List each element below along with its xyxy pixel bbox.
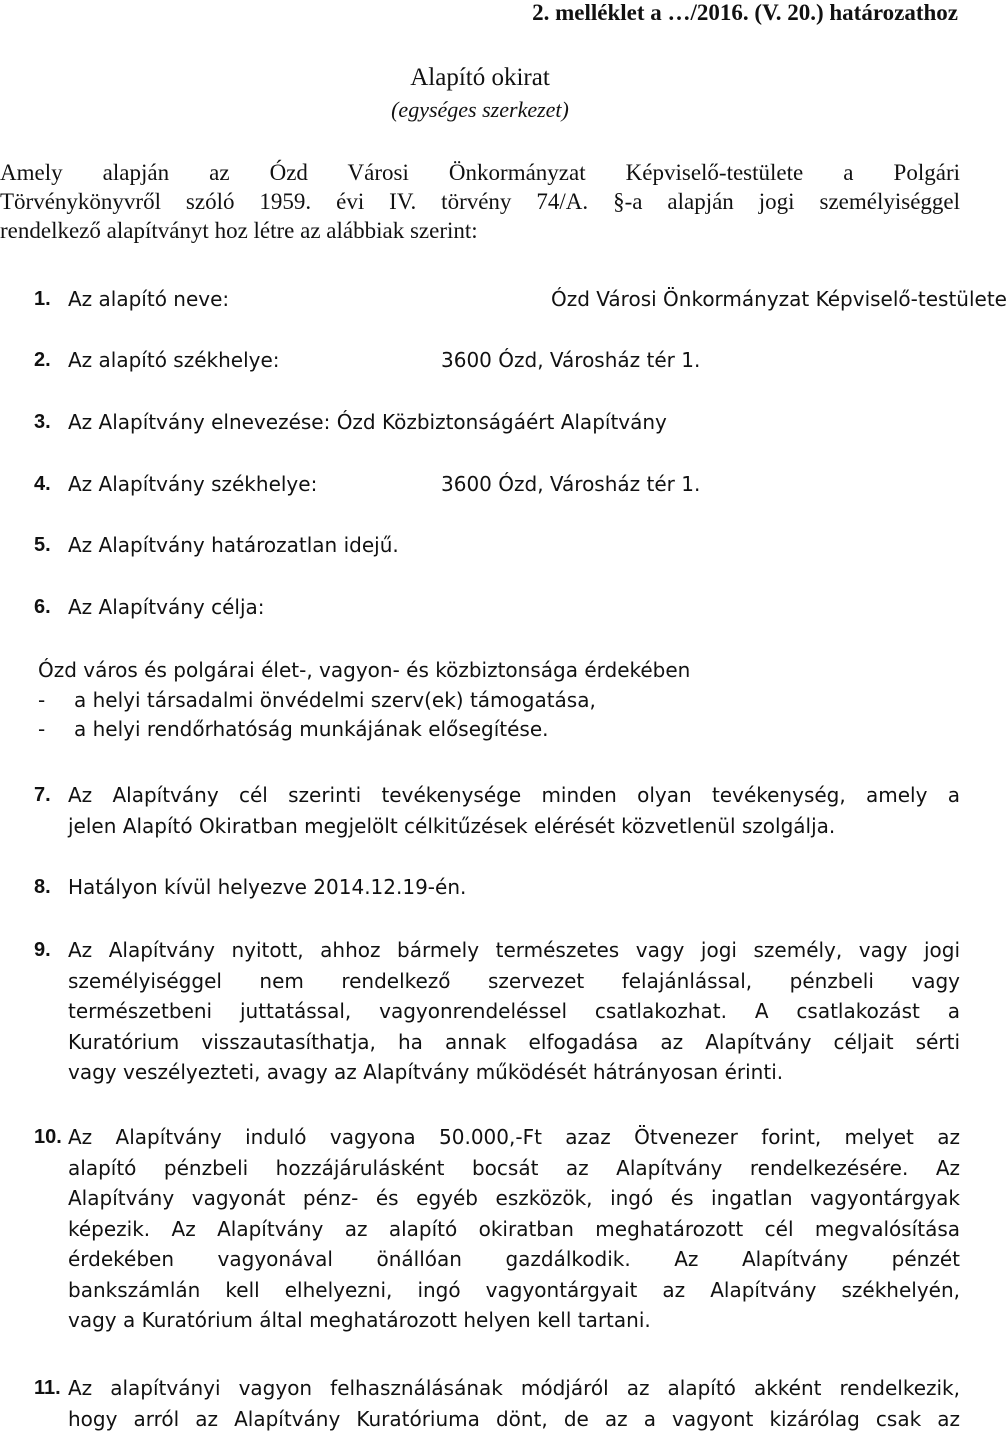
text-line: képezik. Az Alapítvány az alapító okiratban meghatározott cél megvalósítása: [68, 1214, 960, 1245]
item-number: 11.: [34, 1373, 61, 1403]
item-number: 1.: [34, 284, 51, 314]
item-number: 3.: [34, 407, 51, 437]
item-number: 9.: [34, 935, 51, 965]
item-label: Az Alapítvány elnevezése: Ózd Közbiztonságáért Alapítvány: [68, 407, 667, 437]
item-label: Az Alapítvány határozatlan idejű.: [68, 530, 399, 560]
section-8-text: [68, 872, 960, 903]
item-label: Az Alapítvány székhelye:: [68, 469, 317, 499]
item-number: 6.: [34, 592, 51, 622]
bullet-text: a helyi társadalmi önvédelmi szerv(ek) támogatása,: [74, 688, 596, 712]
text-line: természetbeni juttatással, vagyonrendeléssel csatlakozhat. A csatlakozást a: [68, 996, 960, 1027]
purpose-bullet: [38, 686, 690, 716]
item-label: Az Alapítvány célja:: [68, 592, 265, 622]
text-line: bankszámlán kell elhelyezni, ingó vagyontárgyait az Alapítvány székhelyén,: [68, 1275, 960, 1306]
intro-line: Amely alapján az Ózd Városi Önkormányzat Képviselő-testülete a Polgári: [0, 158, 960, 187]
item-label: Az alapító neve:: [68, 284, 229, 314]
intro-line: Törvénykönyvről szóló 1959. évi IV. törvény 74/A. §-a alapján jogi személyiséggel: [0, 187, 960, 216]
purpose-details: [38, 656, 690, 745]
text-line: Kuratórium visszautasíthatja, ha annak elfogadása az Alapítvány céljait sérti: [68, 1027, 960, 1058]
text-line: hogy arról az Alapítvány Kuratóriuma dönt, de az a vagyont kizárólag csak az: [68, 1404, 960, 1434]
item-value: 3600 Ózd, Városház tér 1.: [441, 469, 700, 499]
purpose-bullet: [38, 715, 690, 745]
text-line: vagy veszélyezteti, avagy az Alapítvány működését hátrányosan érinti.: [68, 1057, 960, 1088]
item-number: 4.: [34, 469, 51, 499]
section-9-text: [68, 935, 960, 1088]
item-number: 2.: [34, 345, 51, 375]
item-value: 3600 Ózd, Városház tér 1.: [441, 345, 700, 375]
item-value: Ózd Városi Önkormányzat Képviselő-testülete: [551, 284, 1007, 314]
purpose-intro: Ózd város és polgárai élet-, vagyon- és közbiztonsága érdekében: [38, 656, 690, 686]
bullet-dash: -: [38, 715, 74, 745]
text-line: jelen Alapító Okiratban megjelölt célkitűzések elérését közvetlenül szolgálja.: [68, 811, 960, 842]
document-title: Alapító okirat: [0, 64, 960, 92]
text-line: Alapítvány vagyonát pénz- és egyéb eszközök, ingó és ingatlan vagyontárgyak: [68, 1183, 960, 1214]
section-11-text: [68, 1373, 960, 1434]
text-line: vagy a Kuratórium által meghatározott helyen kell tartani.: [68, 1305, 960, 1336]
bullet-dash: -: [38, 686, 74, 716]
document-subtitle: (egységes szerkezet): [0, 97, 960, 123]
text-line: Az alapítványi vagyon felhasználásának módjáról az alapító akként rendelkezik,: [68, 1373, 960, 1404]
item-number: 8.: [34, 872, 51, 902]
item-number: 7.: [34, 780, 51, 810]
intro-paragraph: [0, 158, 960, 245]
section-7-text: [68, 780, 960, 841]
text-line: Az Alapítvány cél szerinti tevékenysége minden olyan tevékenység, amely a: [68, 780, 960, 811]
annex-reference: 2. melléklet a …/2016. (V. 20.) határozathoz: [532, 0, 958, 26]
text-line: alapító pénzbeli hozzájárulásként bocsát az Alapítvány rendelkezésére. Az: [68, 1153, 960, 1184]
text-line: Az Alapítvány nyitott, ahhoz bármely természetes vagy jogi személy, vagy jogi: [68, 935, 960, 966]
text-line: érdekében vagyonával önállóan gazdálkodik. Az Alapítvány pénzét: [68, 1244, 960, 1275]
text-line: Az Alapítvány induló vagyona 50.000,-Ft azaz Ötvenezer forint, melyet az: [68, 1122, 960, 1153]
intro-line: rendelkező alapítványt hoz létre az alábbiak szerint:: [0, 216, 960, 245]
text-line: személyiséggel nem rendelkező szervezet felajánlással, pénzbeli vagy: [68, 966, 960, 997]
item-number: 10.: [34, 1122, 62, 1152]
bullet-text: a helyi rendőrhatóság munkájának elősegítése.: [74, 717, 549, 741]
item-label: Az alapító székhelye:: [68, 345, 280, 375]
item-number: 5.: [34, 530, 51, 560]
text-line: Hatályon kívül helyezve 2014.12.19-én.: [68, 872, 960, 903]
section-10-text: [68, 1122, 960, 1336]
